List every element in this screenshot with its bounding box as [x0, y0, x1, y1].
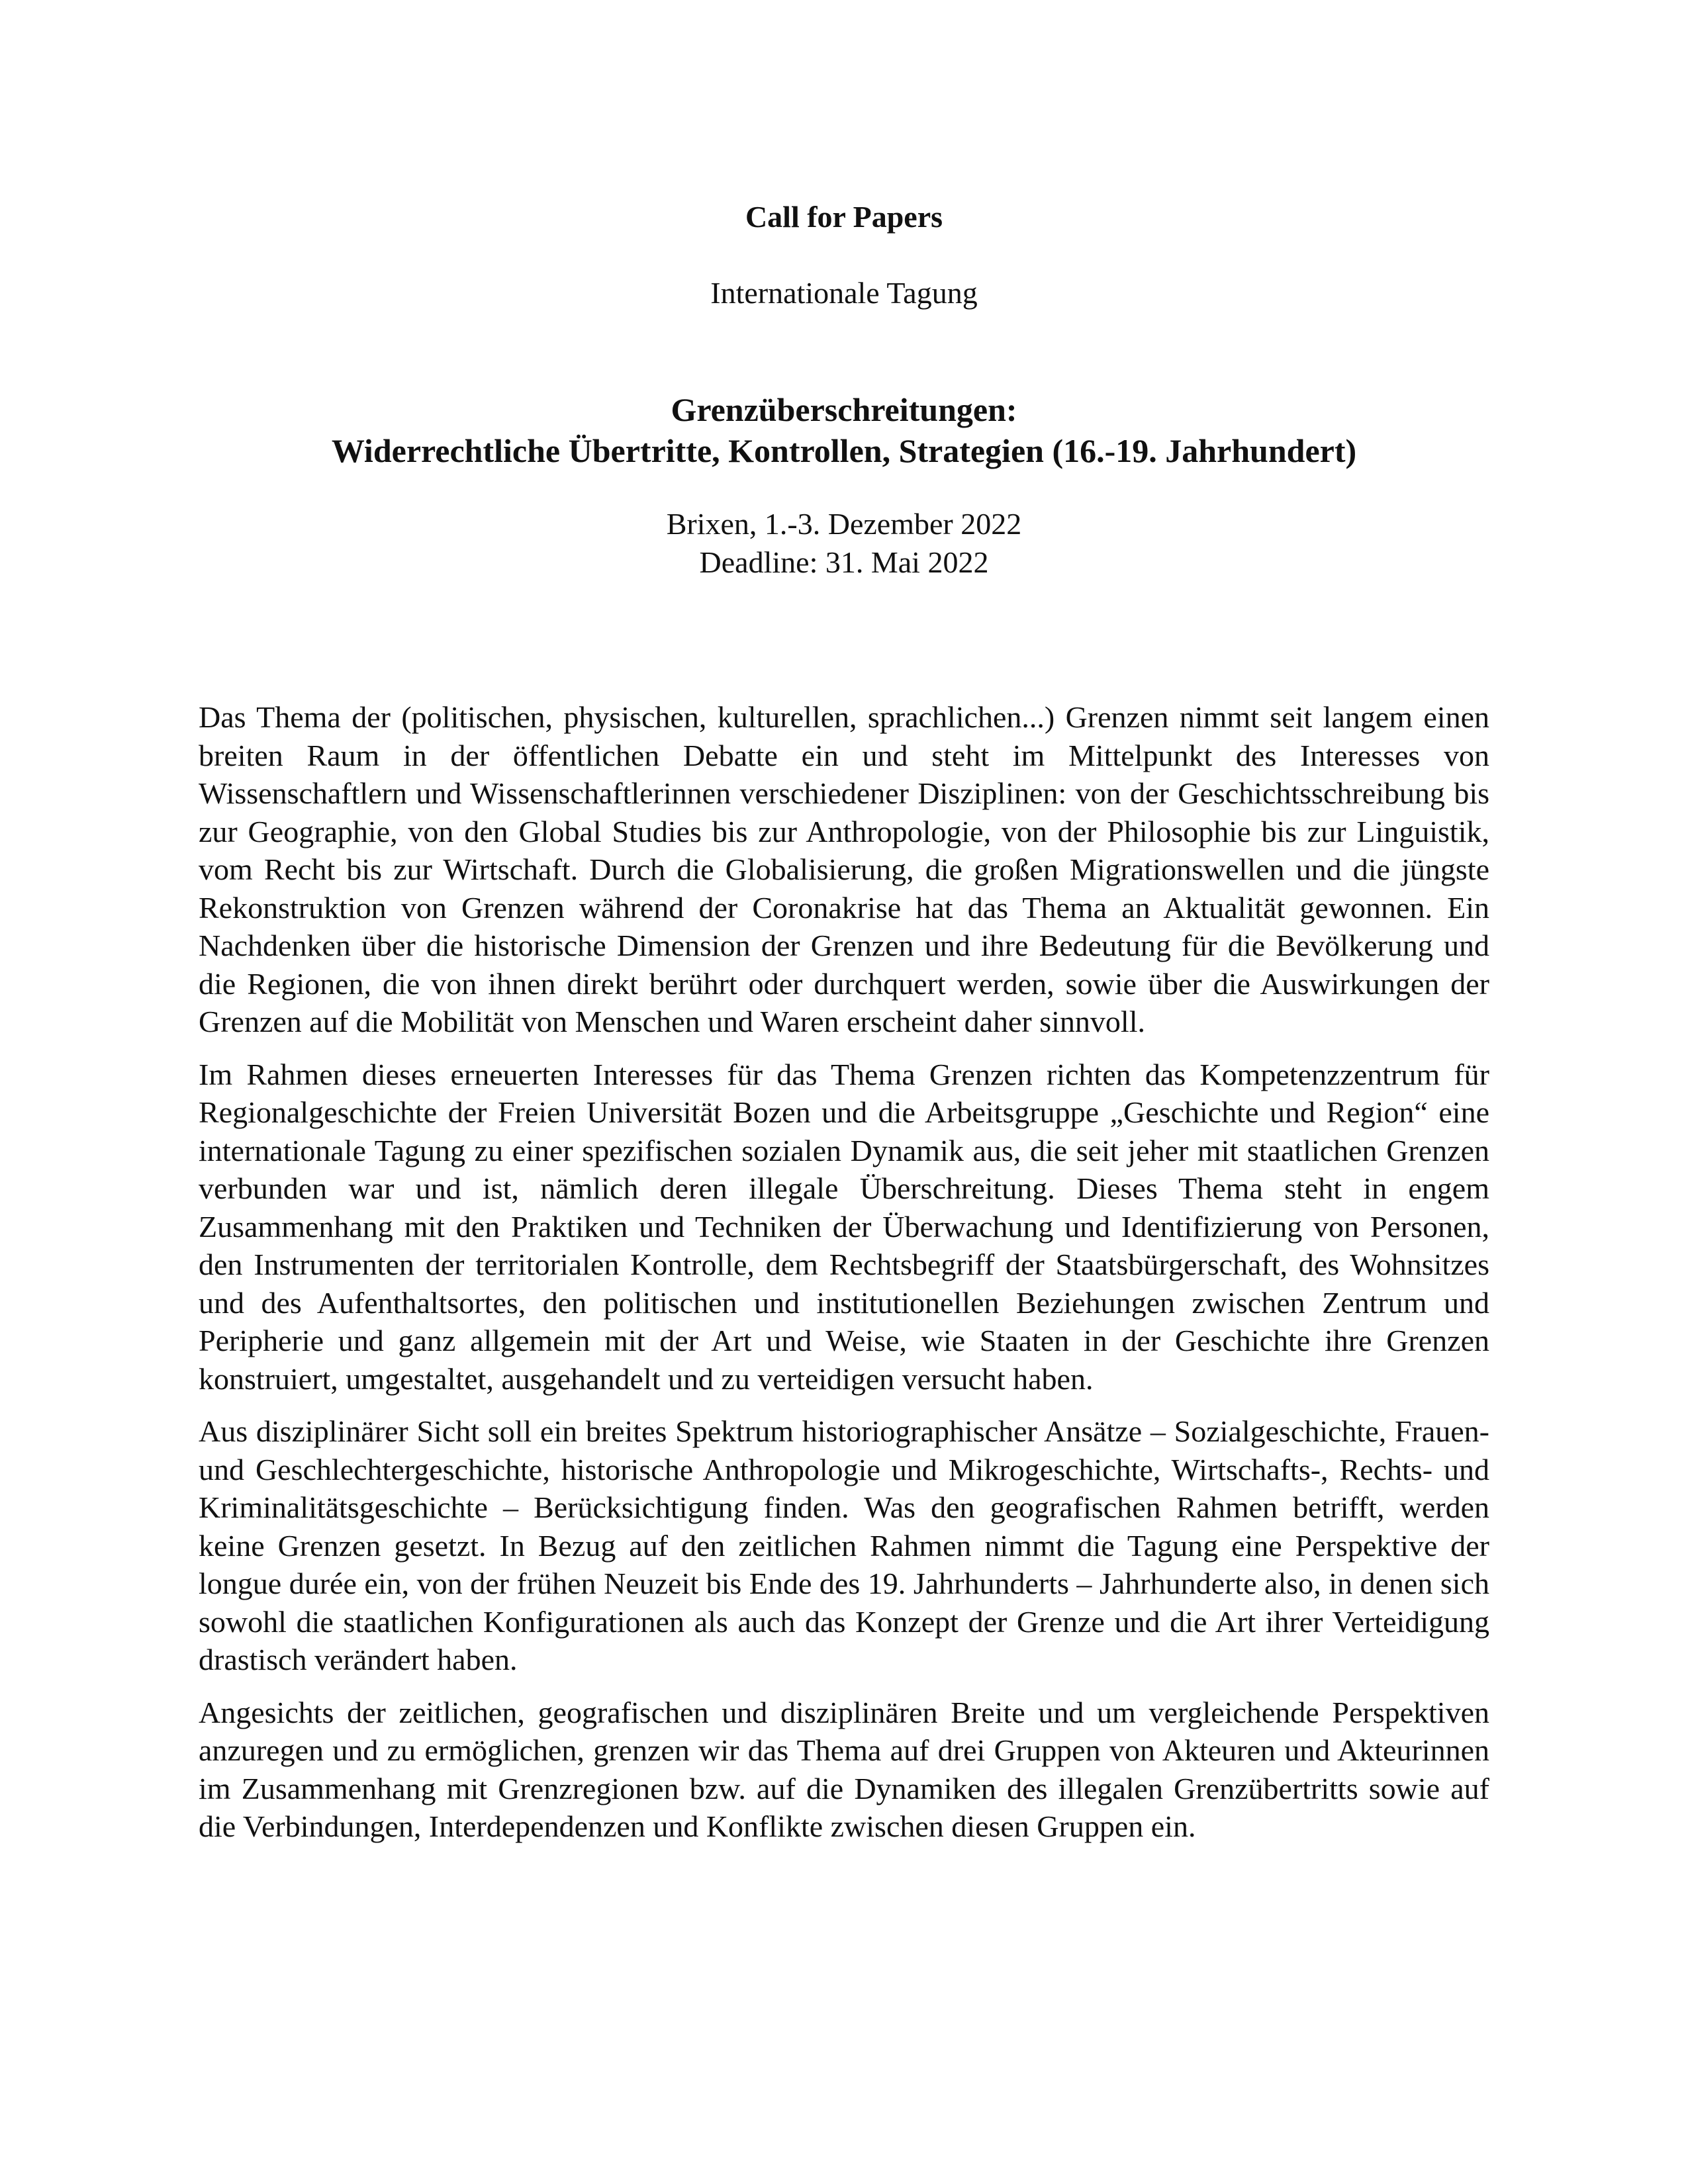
title-line-1: Grenzüberschreitungen: [671, 391, 1017, 428]
paragraph: Aus disziplinärer Sicht soll ein breites Spektrum historiographischer Ansätze – Sozialgeschichte, Frauen- und Geschlechtergeschichte, historische Anthropologie und Mikrogeschichte, Wirtschafts-, Rechts- und Kriminalitätsgeschichte – Berücksichtigung finden. Was den geografischen Rahmen betrifft, werden keine Grenzen gesetzt. In Bezug auf den zeitlichen Rahmen nimmt die Tagung eine Perspektive der longue durée ein, von der frühen Neuzeit bis Ende des 19. Jahrhunderts – Jahrhunderte also, in denen sich sowohl die staatlichen Konfigurationen als auch das Konzept der Grenze und die Art ihrer Verteidigung drastisch verändert haben. [199, 1414, 1489, 1676]
conference-title [199, 389, 1489, 471]
title-line-2: Widerrechtliche Übertritte, Kontrollen, Strategien (16.-19. Jahrhundert) [331, 432, 1357, 469]
place-and-date: Brixen, 1.-3. Dezember 2022 [666, 507, 1022, 541]
deadline: Deadline: 31. Mai 2022 [699, 545, 989, 579]
paragraph: Im Rahmen dieses erneuerten Interesses für das Thema Grenzen richten das Kompetenzzentrum für Regionalgeschichte der Freien Universität Bozen und die Arbeitsgruppe „Geschichte und Region“ eine internationale Tagung zu einer spezifischen sozialen Dynamik aus, die seit jeher mit staatlichen Grenzen verbunden war und ist, nämlich deren illegale Überschreitung. Dieses Thema steht in engem Zusammenhang mit den Praktiken und Techniken der Überwachung und Identifizierung von Personen, den Instrumenten der territorialen Kontrolle, dem Rechtsbegriff der Staatsbürgerschaft, des Wohnsitzes und des Aufenthaltsortes, den politischen und institutionellen Beziehungen zwischen Zentrum und Peripherie und ganz allgemein mit der Art und Weise, wie Staaten in der Geschichte ihre Grenzen konstruiert, umgestaltet, ausgehandelt und zu verteidigen versucht haben. [199, 1057, 1489, 1396]
paragraph: Das Thema der (politischen, physischen, kulturellen, sprachlichen...) Grenzen nimmt seit langem einen breiten Raum in der öffentlichen Debatte ein und steht im Mittelpunkt des Interesses von Wissenschaftlern und Wissenschaftlerinnen verschiedener Disziplinen: von der Geschichtsschreibung bis zur Geographie, von den Global Studies bis zur Anthropologie, von der Philosophie bis zur Linguistik, vom Recht bis zur Wirtschaft. Durch die Globalisierung, die großen Migrationswellen und die jüngste Rekonstruktion von Grenzen während der Coronakrise hat das Thema an Aktualität gewonnen. Ein Nachdenken über die historische Dimension der Grenzen und ihre Bedeutung für die Bevölkerung und die Regionen, die von ihnen direkt berührt oder durchquert werden, sowie über die Auswirkungen der Grenzen auf die Mobilität von Menschen und Waren erscheint daher sinnvoll. [199, 700, 1489, 1038]
body-text [199, 698, 1489, 1860]
event-type: Internationale Tagung [710, 276, 978, 310]
call-for-papers-heading: Call for Papers [745, 200, 943, 234]
paragraph: Angesichts der zeitlichen, geografischen und disziplinären Breite und um vergleichende Perspektiven anzuregen und zu ermöglichen, grenzen wir das Thema auf drei Gruppen von Akteuren und Akteurinnen im Zusammenhang mit Grenzregionen bzw. auf die Dynamiken des illegalen Grenzübertritts sowie auf die Verbindungen, Interdependenzen und Konflikte zwischen diesen Gruppen ein. [199, 1695, 1489, 1843]
event-details [199, 505, 1489, 582]
